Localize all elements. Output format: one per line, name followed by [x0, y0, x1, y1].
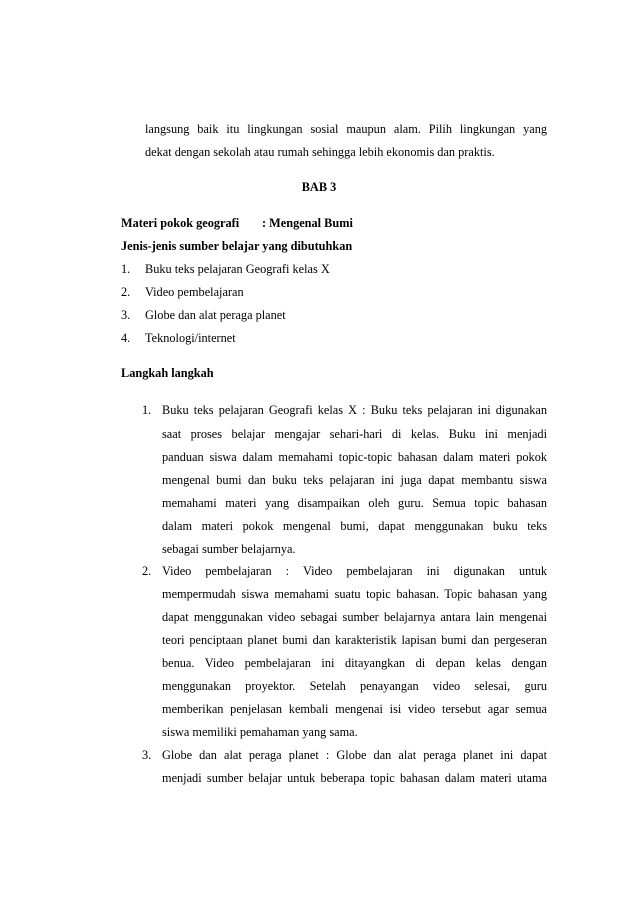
materi-value: : Mengenal Bumi: [262, 216, 353, 230]
step-line: sebagai sumber belajarnya.: [162, 542, 296, 556]
step-line: saat proses belajar mengajar sehari-hari di kelas. Buku ini menjadi: [162, 427, 547, 441]
source-number: 1.: [121, 262, 131, 276]
step-number: 3.: [142, 748, 152, 762]
step-line: memberikan penjelasan kembali mengenai isi video tersebut agar semua: [162, 702, 547, 716]
steps-title: Langkah langkah: [121, 366, 214, 380]
step-line: siswa memiliki pemahaman yang sama.: [162, 725, 358, 739]
step-line: menggunakan proyektor. Setelah penayangan video selesai, guru: [162, 679, 547, 693]
chapter-heading: BAB 3: [301, 180, 337, 194]
source-item: Globe dan alat peraga planet: [145, 308, 286, 322]
step-number: 2.: [142, 564, 152, 578]
intro-line-1: langsung baik itu lingkungan sosial maupun alam. Pilih lingkungan yang: [145, 122, 547, 136]
source-item: Teknologi/internet: [145, 331, 236, 345]
source-number: 4.: [121, 331, 131, 345]
sources-title: Jenis-jenis sumber belajar yang dibutuhkan: [121, 239, 353, 253]
materi-label: Materi pokok geografi: [121, 216, 240, 230]
intro-line-2: dekat dengan sekolah atau rumah sehingga lebih ekonomis dan praktis.: [145, 145, 495, 159]
step-line: menjadi sumber belajar untuk beberapa topic bahasan dalam materi utama: [162, 771, 547, 785]
source-number: 3.: [121, 308, 131, 322]
step-line: benua. Video pembelajaran ini ditayangkan di depan kelas dengan: [162, 656, 547, 670]
step-line: dalam materi pokok mengenal bumi, dapat menggunakan buku teks: [162, 519, 547, 533]
step-line: mengenal bumi dan buku teks pelajaran ini juga dapat membantu siswa: [162, 473, 547, 487]
source-item: Buku teks pelajaran Geografi kelas X: [145, 262, 330, 276]
step-line: dapat menggunakan video sebagai sumber belajarnya antara lain mengenai: [162, 610, 547, 624]
step-line: Video pembelajaran : Video pembelajaran ini digunakan untuk: [162, 564, 547, 578]
step-line: memahami materi yang disampaikan oleh guru. Semua topic bahasan: [162, 496, 547, 510]
step-line: Globe dan alat peraga planet : Globe dan alat peraga planet ini dapat: [162, 748, 547, 762]
source-number: 2.: [121, 285, 131, 299]
step-number: 1.: [142, 403, 152, 417]
step-line: teori penciptaan planet bumi dan karakteristik lapisan bumi dan pergeseran: [162, 633, 547, 647]
step-line: panduan siswa dalam memahami topic-topic bahasan dalam materi pokok: [162, 450, 547, 464]
step-line: mempermudah siswa memahami suatu topic bahasan. Topic bahasan yang: [162, 587, 547, 601]
source-item: Video pembelajaran: [145, 285, 244, 299]
step-line: Buku teks pelajaran Geografi kelas X : Buku teks pelajaran ini digunakan: [162, 403, 547, 417]
